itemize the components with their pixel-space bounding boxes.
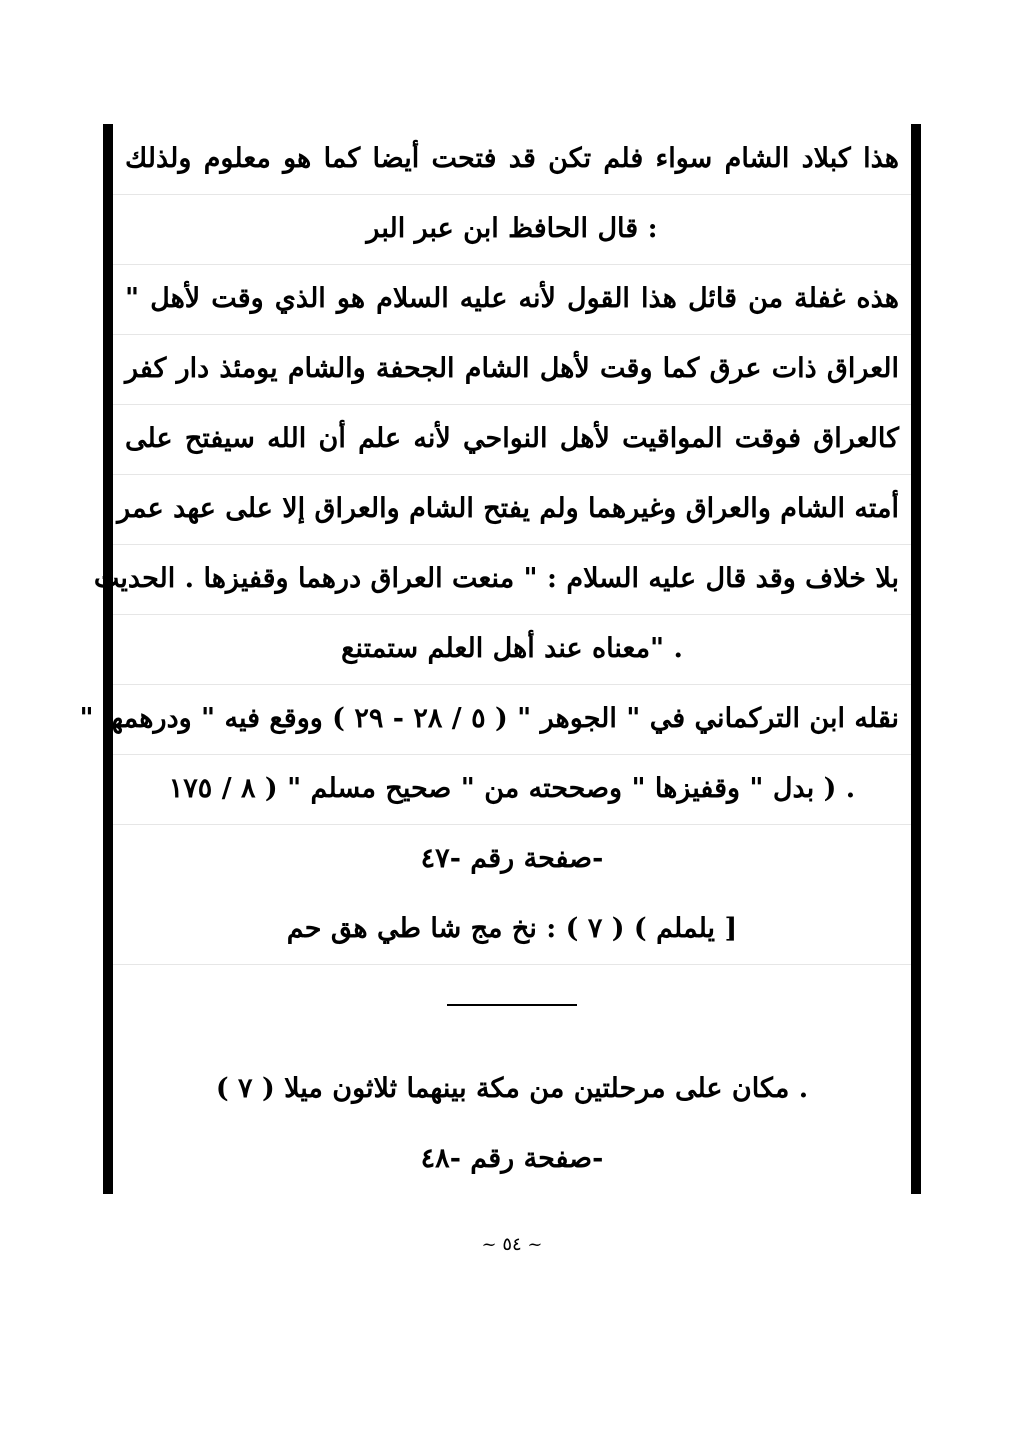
text-line-6: أمته الشام والعراق وغيرهما ولم يفتح الشام والعراق إلا على عهد عمر bbox=[117, 493, 899, 524]
page-marker-48: -صفحة رقم -٤٨ bbox=[420, 1143, 604, 1174]
text-line-8: . "معناه عند أهل العلم ستمتنع bbox=[341, 633, 683, 664]
left-border-bar bbox=[103, 124, 113, 1194]
right-border-bar bbox=[911, 124, 921, 1194]
text-line-3: هذه غفلة من قائل هذا القول لأنه عليه السلام هو الذي وقت لأهل " bbox=[125, 283, 899, 314]
page-frame bbox=[79, 124, 921, 1194]
text-line-4: العراق ذات عرق كما وقت لأهل الشام الجحفة والشام يومئذ دار كفر bbox=[125, 353, 899, 384]
text-line-7: بلا خلاف وقد قال عليه السلام : " منعت العراق درهما وقفيزها . الحديث bbox=[93, 563, 899, 594]
text-line-5: كالعراق فوقت المواقيت لأهل النواحي لأنه علم أن الله سيفتح على bbox=[125, 423, 899, 454]
footnote-separator bbox=[447, 1004, 577, 1006]
footnote-text-line: . مكان على مرحلتين من مكة بينهما ثلاثون ميلا ( ٧ ) bbox=[215, 1073, 809, 1104]
page-number: ~ ٥٤ ~ bbox=[481, 1234, 543, 1255]
footnote-reference-line: [ يلملم ) ( ٧ ) : نخ مج شا طي هق حم bbox=[286, 913, 738, 944]
text-line-2: : قال الحافظ ابن عبر البر bbox=[366, 213, 658, 244]
page-marker-47: -صفحة رقم -٤٧ bbox=[420, 843, 604, 874]
line-rule bbox=[113, 964, 911, 965]
text-column bbox=[79, 124, 899, 1194]
text-line-10: . ( بدل " وقفيزها " وصححته من " صحيح مسلم " ( ٨ / ١٧٥ bbox=[168, 773, 856, 804]
text-line-9: نقله ابن التركماني في " الجوهر " ( ٥ / ٢٨ - ٢٩ ) ووقع فيه " ودرهمها " bbox=[79, 703, 899, 734]
text-line-1: هذا كبلاد الشام سواء فلم تكن قد فتحت أيضا كما هو معلوم ولذلك bbox=[125, 143, 899, 174]
